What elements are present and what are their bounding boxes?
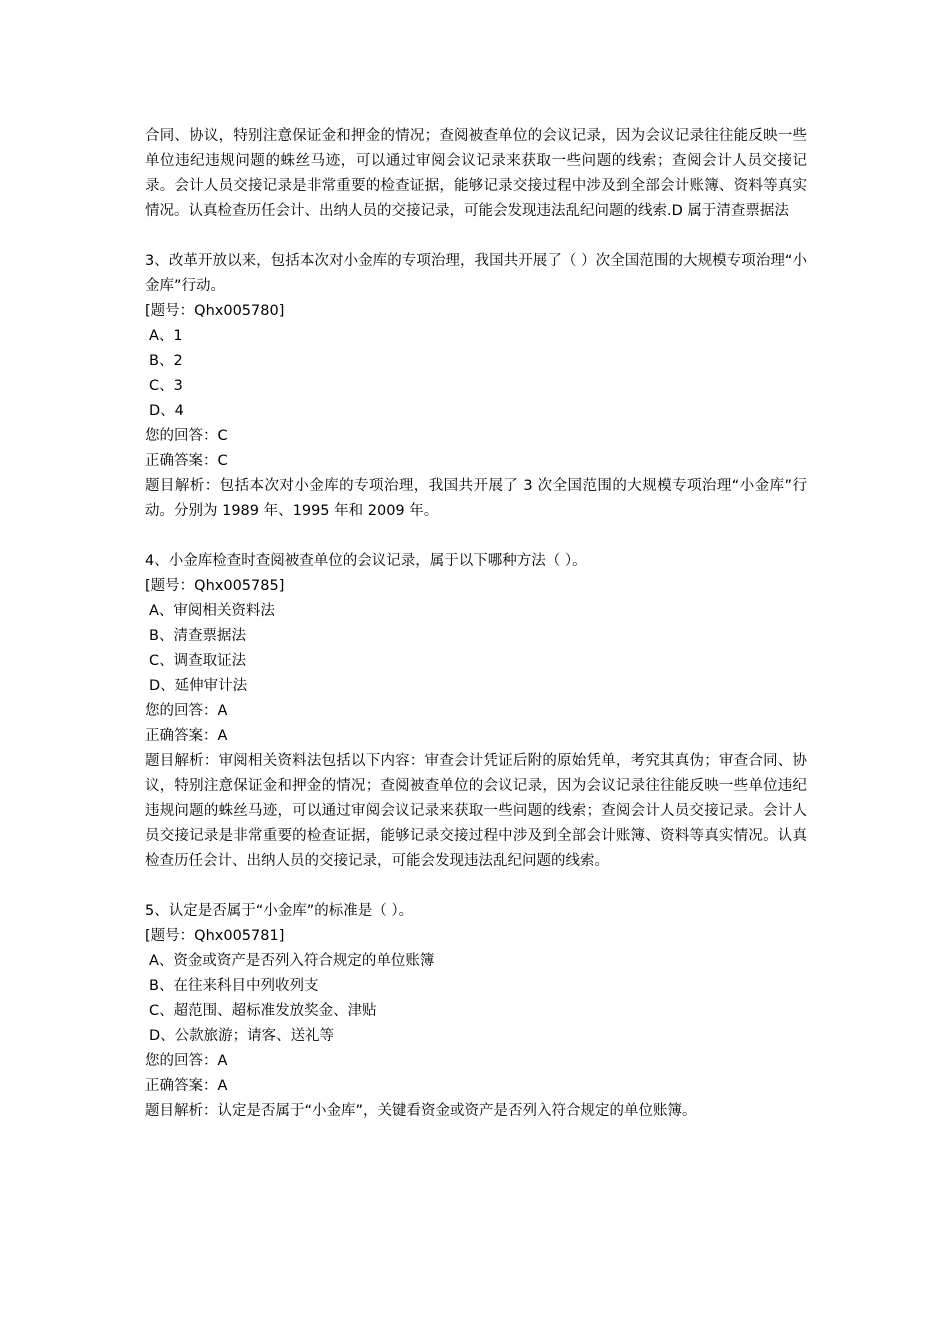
document-page	[145, 124, 807, 1124]
option-b: B、2	[149, 353, 183, 369]
option-d: D、公款旅游；请客、送礼等	[149, 1028, 335, 1044]
continuation-paragraph: 合同、协议，特别注意保证金和押金的情况；查阅被查单位的会议记录，因为会议记录往往能反映一些单位违纪违规问题的蛛丝马迹，可以通过审阅会议记录来获取一些问题的线索；查阅会计人员交接记录。会计人员交接记录是非常重要的检查证据，能够记录交接过程中涉及到全部会计账簿、资料等真实情况。认真检查历任会计、出纳人员的交接记录，可能会发现违法乱纪问题的线索.D 属于清查票据法	[145, 128, 807, 219]
correct-answer: 正确答案：A	[145, 728, 228, 744]
option-d: D、4	[149, 403, 184, 419]
correct-answer: 正确答案：A	[145, 1078, 228, 1094]
question-id: [题号：Qhx005785]	[145, 578, 285, 594]
question-stem: 3、改革开放以来，包括本次对小金库的专项治理，我国共开展了（ ）次全国范围的大规模专项治理“小金库”行动。	[145, 253, 807, 294]
answer-analysis: 题目解析：审阅相关资料法包括以下内容：审查会计凭证后附的原始凭单，考究其真伪；审查合同、协议，特别注意保证金和押金的情况；查阅被查单位的会议记录，因为会议记录往往能反映一些单位违纪违规问题的蛛丝马迹，可以通过审阅会议记录来获取一些问题的线索；查阅会计人员交接记录。会计人员交接记录是非常重要的检查证据，能够记录交接过程中涉及到全部会计账簿、资料等真实情况。认真检查历任会计、出纳人员的交接记录，可能会发现违法乱纪问题的线索。	[145, 753, 807, 869]
question-id: [题号：Qhx005781]	[145, 928, 285, 944]
question-block-3	[145, 249, 807, 524]
option-b: B、清查票据法	[149, 628, 246, 644]
your-answer: 您的回答：C	[145, 428, 228, 444]
question-block-5	[145, 899, 807, 1124]
answer-analysis: 题目解析：包括本次对小金库的专项治理，我国共开展了 3 次全国范围的大规模专项治理“小金库”行动。分别为 1989 年、1995 年和 2009 年。	[145, 478, 807, 519]
option-a: A、资金或资产是否列入符合规定的单位账簿	[149, 953, 435, 969]
option-c: C、超范围、超标准发放奖金、津贴	[149, 1003, 377, 1019]
your-answer: 您的回答：A	[145, 1053, 228, 1069]
your-answer: 您的回答：A	[145, 703, 228, 719]
answer-analysis: 题目解析：认定是否属于“小金库”，关键看资金或资产是否列入符合规定的单位账簿。	[145, 1103, 697, 1119]
question-stem: 5、认定是否属于“小金库”的标准是（ ）。	[145, 903, 414, 919]
question-stem: 4、小金库检查时查阅被查单位的会议记录，属于以下哪种方法（ ）。	[145, 553, 587, 569]
question-id: [题号：Qhx005780]	[145, 303, 285, 319]
option-c: C、调查取证法	[149, 653, 247, 669]
option-a: A、1	[149, 328, 183, 344]
option-a: A、审阅相关资料法	[149, 603, 275, 619]
option-b: B、在往来科目中列收列支	[149, 978, 319, 994]
option-c: C、3	[149, 378, 183, 394]
question-block-4	[145, 549, 807, 874]
correct-answer: 正确答案：C	[145, 453, 228, 469]
option-d: D、延伸审计法	[149, 678, 248, 694]
